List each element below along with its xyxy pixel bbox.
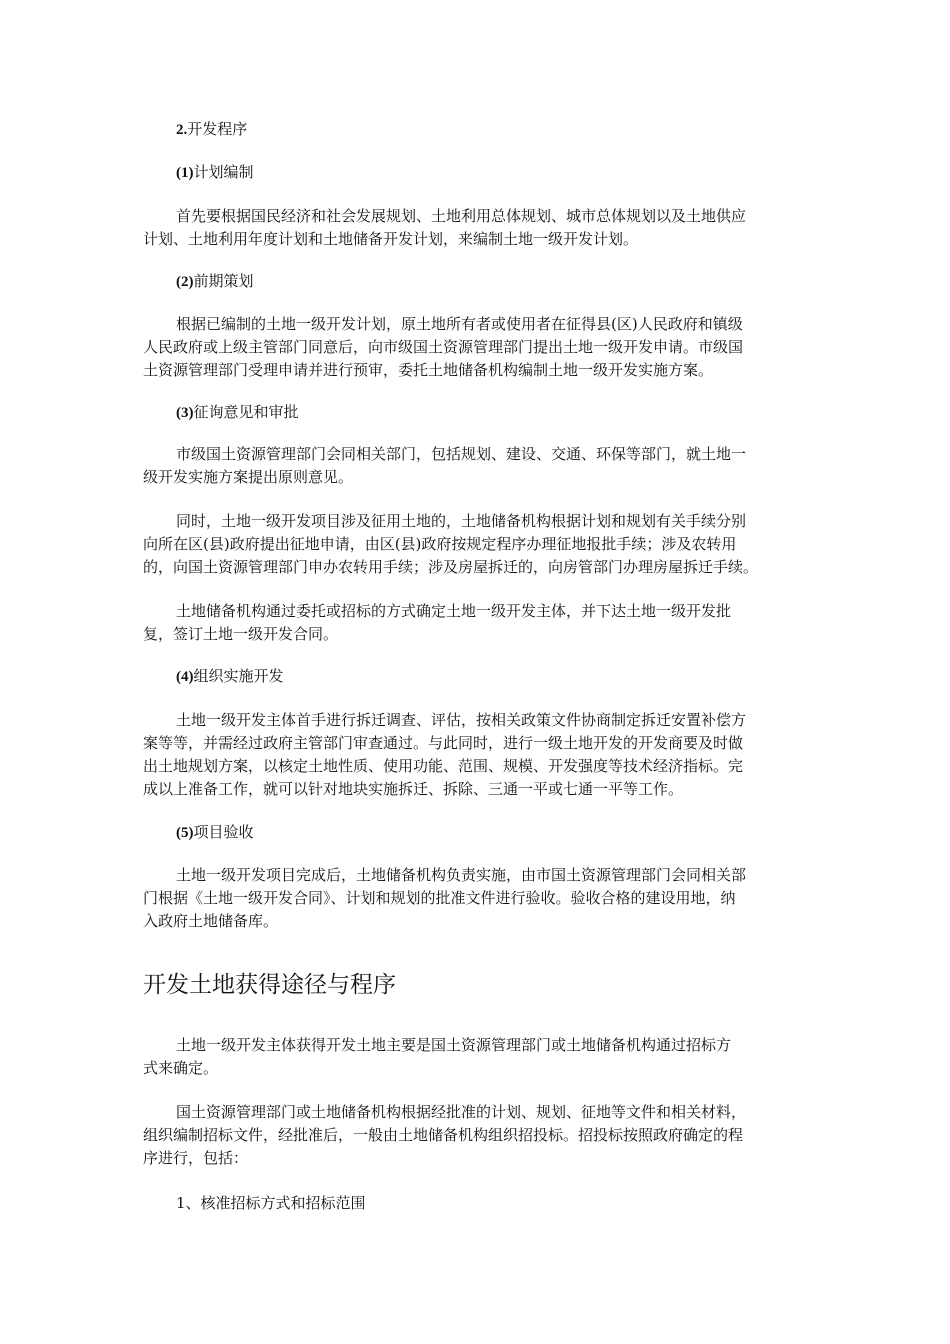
- paragraph-line: 市级国土资源管理部门会同相关部门，包括规划、建设、交通、环保等部门，就土地一: [176, 445, 747, 463]
- paragraph-line: 同时，土地一级开发项目涉及征用土地的，土地储备机构根据计划和规划有关手续分别: [176, 512, 747, 530]
- subheading-consultation-approval: (3)征询意见和审批: [176, 403, 299, 421]
- paragraph-line: 复，签订土地一级开发合同。: [143, 625, 339, 643]
- paragraph-line: 计划、土地利用年度计划和土地储备开发计划，来编制土地一级开发计划。: [143, 230, 639, 248]
- subheading-organize-implementation: (4)组织实施开发: [176, 667, 284, 685]
- paragraph-line: 土地一级开发主体获得开发土地主要是国土资源管理部门或土地储备机构通过招标方: [176, 1036, 732, 1054]
- subheading-preliminary-planning: (2)前期策划: [176, 272, 254, 290]
- paragraph-line: 出土地规划方案，以核定土地性质、使用功能、范围、规模、开发强度等技术经济指标。完: [143, 757, 744, 775]
- paragraph-line: 案等等，并需经过政府主管部门审查通过。与此同时，进行一级土地开发的开发商要及时做: [143, 734, 744, 752]
- list-item: 1、核准招标方式和招标范围: [176, 1194, 366, 1212]
- paragraph-line: 土地一级开发项目完成后，土地储备机构负责实施，由市国土资源管理部门会同相关部: [176, 866, 747, 884]
- paragraph-line: 组织编制招标文件，经批准后，一般由土地储备机构组织招投标。招投标按照政府确定的程: [143, 1126, 744, 1144]
- paragraph-line: 土地储备机构通过委托或招标的方式确定土地一级开发主体，并下达土地一级开发批: [176, 602, 732, 620]
- paragraph-line: 土地一级开发主体首手进行拆迁调查、评估，按相关政策文件协商制定拆迁安置补偿方: [176, 711, 747, 729]
- section-heading-development-procedure: 2.开发程序: [176, 120, 248, 138]
- paragraph-line: 向所在区(县)政府提出征地申请，由区(县)政府按规定程序办理征地报批手续；涉及农转用: [143, 535, 737, 553]
- paragraph-line: 门根据《土地一级开发合同》、计划和规划的批准文件进行验收。验收合格的建设用地，纳: [143, 889, 736, 907]
- paragraph-line: 的，向国土资源管理部门申办农转用手续；涉及房屋拆迁的，向房管部门办理房屋拆迁手续。: [143, 558, 759, 576]
- paragraph-line: 入政府土地储备库。: [143, 912, 279, 930]
- paragraph-line: 序进行，包括：: [143, 1149, 249, 1167]
- paragraph-line: 式来确定。: [143, 1059, 219, 1077]
- paragraph-line: 土资源管理部门受理申请并进行预审，委托土地储备机构编制土地一级开发实施方案。: [143, 361, 714, 379]
- paragraph-line: 级开发实施方案提出原则意见。: [143, 468, 354, 486]
- subheading-project-acceptance: (5)项目验收: [176, 823, 254, 841]
- paragraph-line: 国土资源管理部门或土地储备机构根据经批准的计划、规划、征地等文件和相关材料，: [176, 1103, 747, 1121]
- paragraph-line: 人民政府或上级主管部门同意后，向市级国土资源管理部门提出土地一级开发申请。市级国: [143, 338, 744, 356]
- paragraph-line: 根据已编制的土地一级开发计划，原土地所有者或使用者在征得县(区)人民政府和镇级: [176, 315, 743, 333]
- subheading-plan-compilation: (1)计划编制: [176, 163, 254, 181]
- section-title: 开发土地获得途径与程序: [143, 972, 396, 998]
- paragraph-line: 成以上准备工作，就可以针对地块实施拆迁、拆除、三通一平或七通一平等工作。: [143, 780, 684, 798]
- paragraph-line: 首先要根据国民经济和社会发展规划、土地利用总体规划、城市总体规划以及土地供应: [176, 207, 747, 225]
